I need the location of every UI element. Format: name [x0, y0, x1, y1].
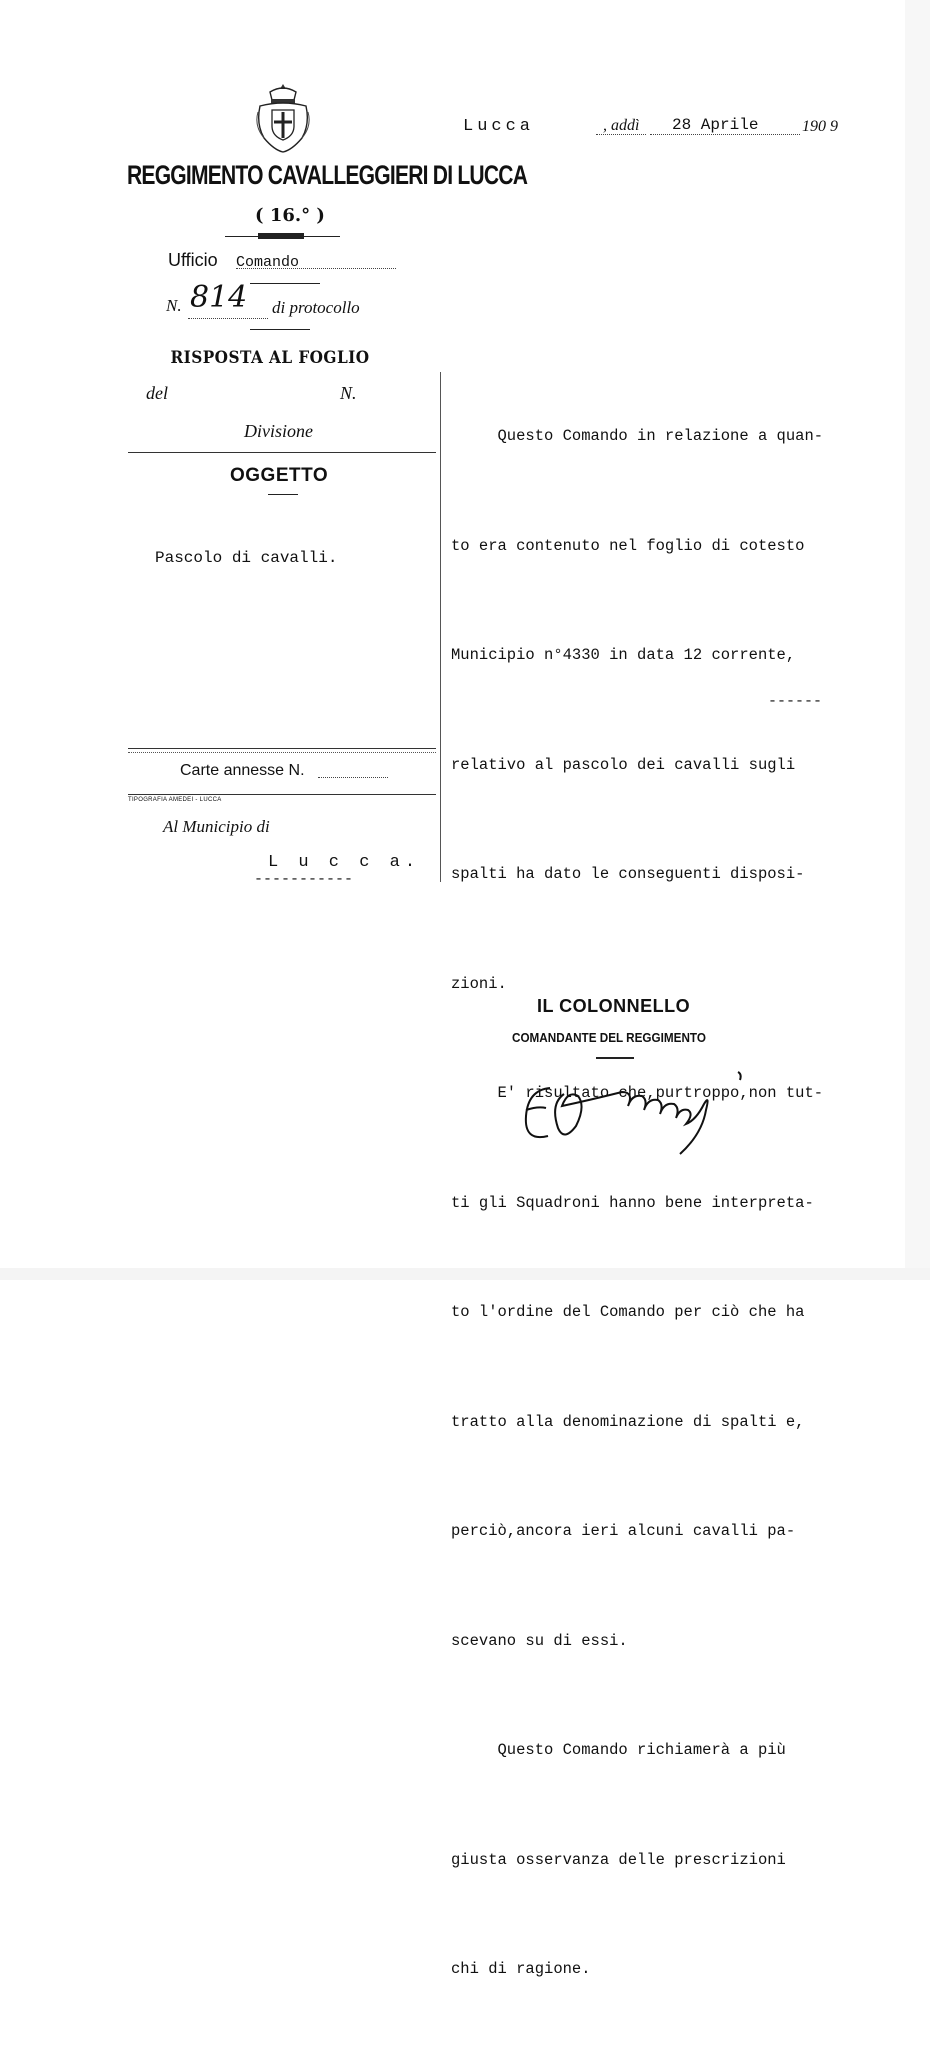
protocol-label: di protocollo: [272, 298, 360, 317]
body-line: Questo Comando richiamerà a più: [451, 1741, 786, 1759]
body-line: Municipio n°4330 in data 12 corrente,: [451, 646, 796, 664]
reply-del-label: del: [146, 383, 168, 403]
body-line: E' risultato che,purtroppo,non tut-: [451, 1084, 824, 1102]
body-line: spalti ha dato le conseguenti disposi-: [451, 865, 805, 883]
attachments-label: Carte annesse N.: [180, 762, 305, 779]
recipient-underline: -----------: [254, 871, 354, 888]
number-label: N.: [166, 296, 182, 315]
reply-heading: RISPOSTA AL FOGLIO: [170, 348, 370, 368]
subject-heading: OGGETTO: [230, 465, 329, 486]
division-label: Divisione: [244, 421, 313, 441]
divider: [250, 329, 310, 330]
reply-n-label: N.: [340, 383, 357, 403]
body-line: relativo al pascolo dei cavalli sugli: [451, 755, 796, 774]
protocol-number: 814: [190, 280, 248, 315]
handwritten-signature: [512, 1060, 762, 1155]
column-divider: [440, 372, 441, 882]
section-rule: [128, 452, 436, 453]
regiment-name: REGGIMENTO CAVALLEGGIERI DI LUCCA: [127, 160, 528, 190]
body-line: to l'ordine del Comando per ciò che ha: [451, 1303, 805, 1321]
body-line: perciò,ancora ieri alcuni cavalli pa-: [451, 1522, 796, 1540]
ornament: [258, 233, 304, 239]
date-line: [650, 134, 800, 135]
body-line: Questo Comando in relazione a quan-: [451, 427, 824, 445]
page-edge-right: [905, 0, 930, 1280]
section-rule: [128, 794, 436, 795]
attachments-line: [318, 777, 388, 778]
place: Lucca: [463, 117, 535, 136]
office-value: Comando: [236, 254, 300, 271]
signature-title: IL COLONNELLO: [537, 996, 691, 1016]
printer-credit: TIPOGRAFIA AMEDEI - LUCCA: [128, 797, 222, 803]
regiment-number: ( 16.° ): [255, 205, 325, 226]
divider: [250, 283, 320, 284]
body-line: giusta osservanza delle prescrizioni: [451, 1850, 786, 1869]
body-line: scevano su di essi.: [451, 1631, 628, 1650]
addi-line: [596, 134, 646, 135]
body-line: to era contenuto nel foglio di cotesto: [451, 536, 805, 555]
section-rule-dotted: [128, 752, 436, 753]
office-line: [236, 268, 396, 269]
subject-value: Pascolo di cavalli.: [155, 549, 338, 567]
body-line: ti gli Squadroni hanno bene interpreta-: [451, 1193, 814, 1212]
addi-label: , addì: [603, 117, 640, 134]
body-line: tratto alla denominazione di spalti e,: [451, 1412, 805, 1431]
signature-subtitle: COMANDANTE DEL REGGIMENTO: [512, 1030, 706, 1045]
signature-text: E Gamucci: [512, 1060, 517, 1061]
body-line: zioni.: [451, 974, 507, 993]
royal-crest-icon: [252, 82, 314, 154]
number-line: [188, 318, 268, 319]
signature-dash: [596, 1057, 634, 1059]
section-rule: [128, 748, 436, 749]
body-line: chi di ragione.: [451, 1960, 591, 1978]
date: 28 Aprile: [672, 116, 759, 134]
recipient-line2: L u c c a.: [268, 853, 421, 872]
divider: [268, 494, 298, 495]
year: 190 9: [802, 118, 838, 135]
spalti-underline: ------: [768, 693, 823, 710]
office-label: Ufficio: [168, 250, 218, 270]
letter-body: [451, 345, 891, 2061]
recipient-line1: Al Municipio di: [163, 817, 270, 836]
